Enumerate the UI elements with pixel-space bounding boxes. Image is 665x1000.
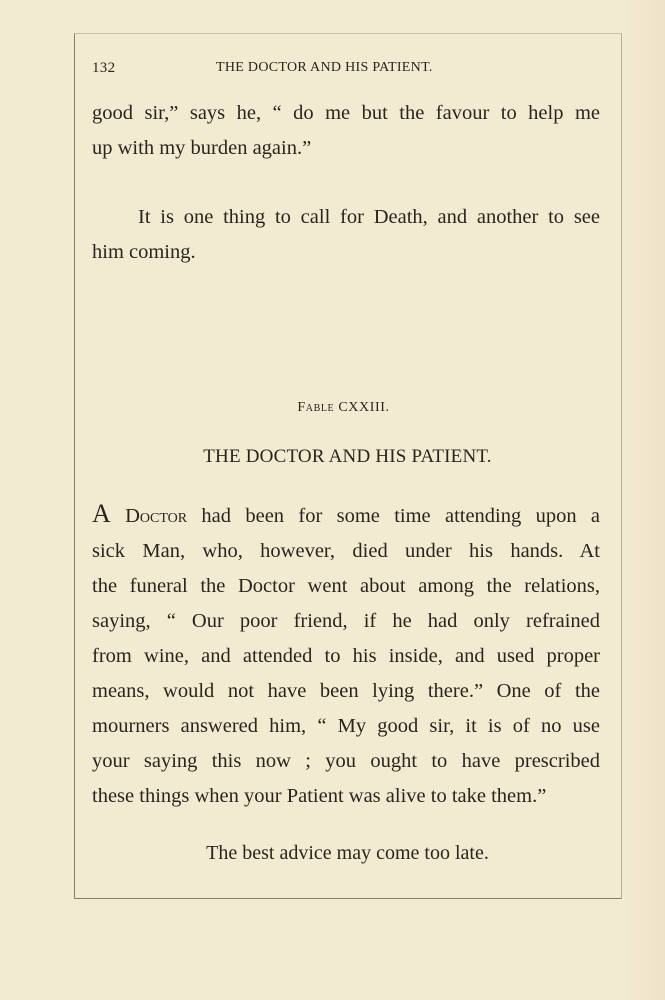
text-line: these things when your Patient was alive to take them.” — [92, 785, 547, 807]
running-head: THE DOCTOR AND HIS PATIENT. — [216, 60, 433, 75]
previous-fable-moral — [92, 200, 600, 270]
first-line — [92, 496, 600, 534]
first-word: Doctor — [125, 505, 188, 527]
fable-number-text: Fable CXXIII. — [297, 400, 390, 415]
text-line: your saying this now ; you ought to have prescribed — [92, 750, 600, 772]
fable-moral: The best advice may come too late. — [206, 842, 489, 864]
first-line-rest: had been for some time attending upon a — [187, 505, 600, 527]
previous-fable-ending — [92, 96, 600, 166]
page-number: 132 — [92, 60, 116, 76]
fable-body — [92, 496, 600, 814]
text-line: It is one thing to call for Death, and another to see — [138, 206, 600, 228]
text-line: mourners answered him, “ My good sir, it is of no use — [92, 715, 600, 737]
page-header — [92, 60, 602, 80]
text-line: saying, “ Our poor friend, if he had only refrained — [92, 610, 600, 632]
text-line: up with my burden again.” — [92, 137, 312, 159]
text-line: the funeral the Doctor went about among the relations, — [92, 575, 600, 597]
text-line: from wine, and attended to his inside, and used proper — [92, 645, 600, 667]
fable-number — [0, 400, 665, 416]
text-line: means, would not have been lying there.” One of the — [92, 680, 600, 702]
text-line: him coming. — [92, 241, 196, 263]
initial-letter: A — [92, 499, 111, 528]
text-line: sick Man, who, however, died under his hands. At — [92, 540, 600, 562]
fable-title: THE DOCTOR AND HIS PATIENT. — [203, 446, 492, 467]
text-line: good sir,” says he, “ do me but the favour to help me — [92, 102, 600, 124]
